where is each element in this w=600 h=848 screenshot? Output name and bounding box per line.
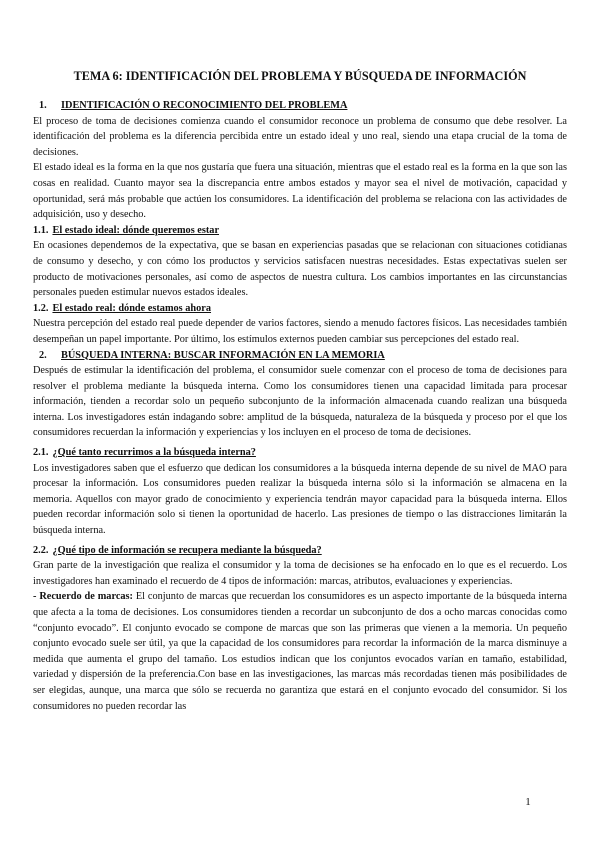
section-2-2-heading [33, 543, 567, 559]
section-1-number: 1. [39, 100, 47, 111]
section-1-2-number: 1.2. [33, 302, 49, 314]
section-2-1-title: ¿Qué tanto recurrimos a la búsqueda interna? [52, 447, 256, 459]
section-1-1-title: El estado ideal: dónde queremos estar [52, 224, 220, 236]
section-2-title: BÚSQUEDA INTERNA: BUSCAR INFORMACIÓN EN LA MEMORIA [61, 349, 385, 361]
section-2-number: 2. [39, 349, 47, 361]
document-page [33, 68, 567, 714]
section-2-1-heading [33, 445, 567, 461]
section-2-1-paragraph: Los investigadores saben que el esfuerzo que dedican los consumidores a la búsqueda interna depende de su nivel de MAO para procesar la información. Los consumidores pueden realizar la búsqueda interna sólo si la información se almacena en la memoria. Aquellos con mayor grado de conocimiento y experiencia tendrán mayor capacidad para la búsqueda interna. Ellos pueden recordar información solo si tienen la oportunidad de hacerlo. Las presiones de tiempo o las distracciones limitarán la búsqueda interna. [33, 462, 567, 537]
brand-recall-text: El conjunto de marcas que recuerdan los consumidores es un aspecto importante de la búsqueda interna que afecta a la toma de decisiones. Los consumidores tienden a recordar un subconjunto de dos a ocho marcas conocidas como “conjunto evocado”. El conjunto evocado se compone de marcas que son las primeras que vienen a la memoria. Un pequeño conjunto evocado suele ser útil, ya que la capacidad de los consumidores para recordar la información de la marca disminuye a medida que aumenta el grupo del tamaño. Los estudios indican que los conjuntos evocados varían en tamaño, estabilidad, variedad y dispersión de la preferencia.Con base en las investigaciones, las marcas más recordadas tienen más posibilidades de ser elegidas, aunque, una marca que sólo se recuerda no garantiza que estará en el conjunto evocado del consumidor. Si los consumidores no pueden recordar las [33, 591, 567, 712]
brand-recall-lead: - Recuerdo de marcas: [33, 591, 133, 603]
section-1-2-title: El estado real: dónde estamos ahora [52, 302, 212, 314]
section-2-2-title: ¿Qué tipo de información se recupera mediante la búsqueda? [52, 544, 322, 556]
page-title: TEMA 6: IDENTIFICACIÓN DEL PROBLEMA Y BÚSQUEDA DE INFORMACIÓN [73, 69, 527, 83]
section-1-paragraph-2: El estado ideal es la forma en la que nos gustaría que fuera una situación, mientras que el estado real es la forma en la que son las cosas en realidad. Cuanto mayor sea la discrepancia entre ambos estados y mayor sea el nivel de motivación, capacidad y oportunidad, será más probable que actúen los consumidores. La identificación del problema se relaciona con las actividades de adquisición, uso y desecho. [33, 162, 567, 221]
section-1-title: IDENTIFICACIÓN O RECONOCIMIENTO DEL PROBLEMA [61, 100, 348, 111]
section-2-1-number: 2.1. [33, 447, 49, 459]
section-1-2-paragraph: Nuestra percepción del estado real puede depender de varios factores, siendo a menudo factores físicos. Las necesidades también desempeñan un papel importante. Por último, los estímulos externos pueden cambiar sus percepciones del estado real. [33, 318, 567, 345]
section-2-paragraph: Después de estimular la identificación del problema, el consumidor suele comenzar con el proceso de toma de decisiones para resolver el problema mediante la búsqueda interna. Como los consumidores tienen una capacidad limitada para procesar información, tienden a recordar solo un pequeño subconjunto de la información almacenada cuando realizan una búsqueda interna. Los investigadores están indagando sobre: amplitud de la búsqueda, naturaleza de la búsqueda y proceso por el que los consumidores recuerdan la información y experiencias y los incluyen en el proceso de toma de decisiones. [33, 365, 567, 439]
section-1-heading [33, 98, 567, 114]
section-2-2-paragraph-1: Gran parte de la investigación que realiza el consumidor y la toma de decisiones se ha enfocado en lo que es el recuerdo. Los investigadores han examinado el recuerdo de 4 tipos de información: marcas, atributos, evaluaciones y experiencias. [33, 560, 567, 587]
section-1-1-paragraph: En ocasiones dependemos de la expectativa, que se basan en experiencias pasadas que se relacionan con situaciones cotidianas de consumo y desecho, y con cómo los productos y servicios satisfacen nuestras necesidades. Estas expectativas suelen ser producto de motivaciones personales, así como de aspectos de nuestra cultura. Los cambios importantes en las circunstancias personales pueden estimular nuevos estados ideales. [33, 240, 567, 299]
section-1-1-number: 1.1. [33, 224, 49, 236]
section-2-heading [33, 348, 567, 364]
section-1-paragraph-1: El proceso de toma de decisiones comienza cuando el consumidor reconoce un problema de consumo que debe resolver. La identificación del problema es la diferencia percibida entre un estado ideal y uno real, siendo una etapa crucial de la toma de decisiones. [33, 115, 567, 158]
section-1-1-heading [33, 223, 567, 239]
section-2-2-number: 2.2. [33, 544, 49, 556]
section-2-2-paragraph-2 [33, 589, 567, 714]
page-number: 1 [525, 796, 531, 808]
section-1-2-heading [33, 301, 567, 317]
